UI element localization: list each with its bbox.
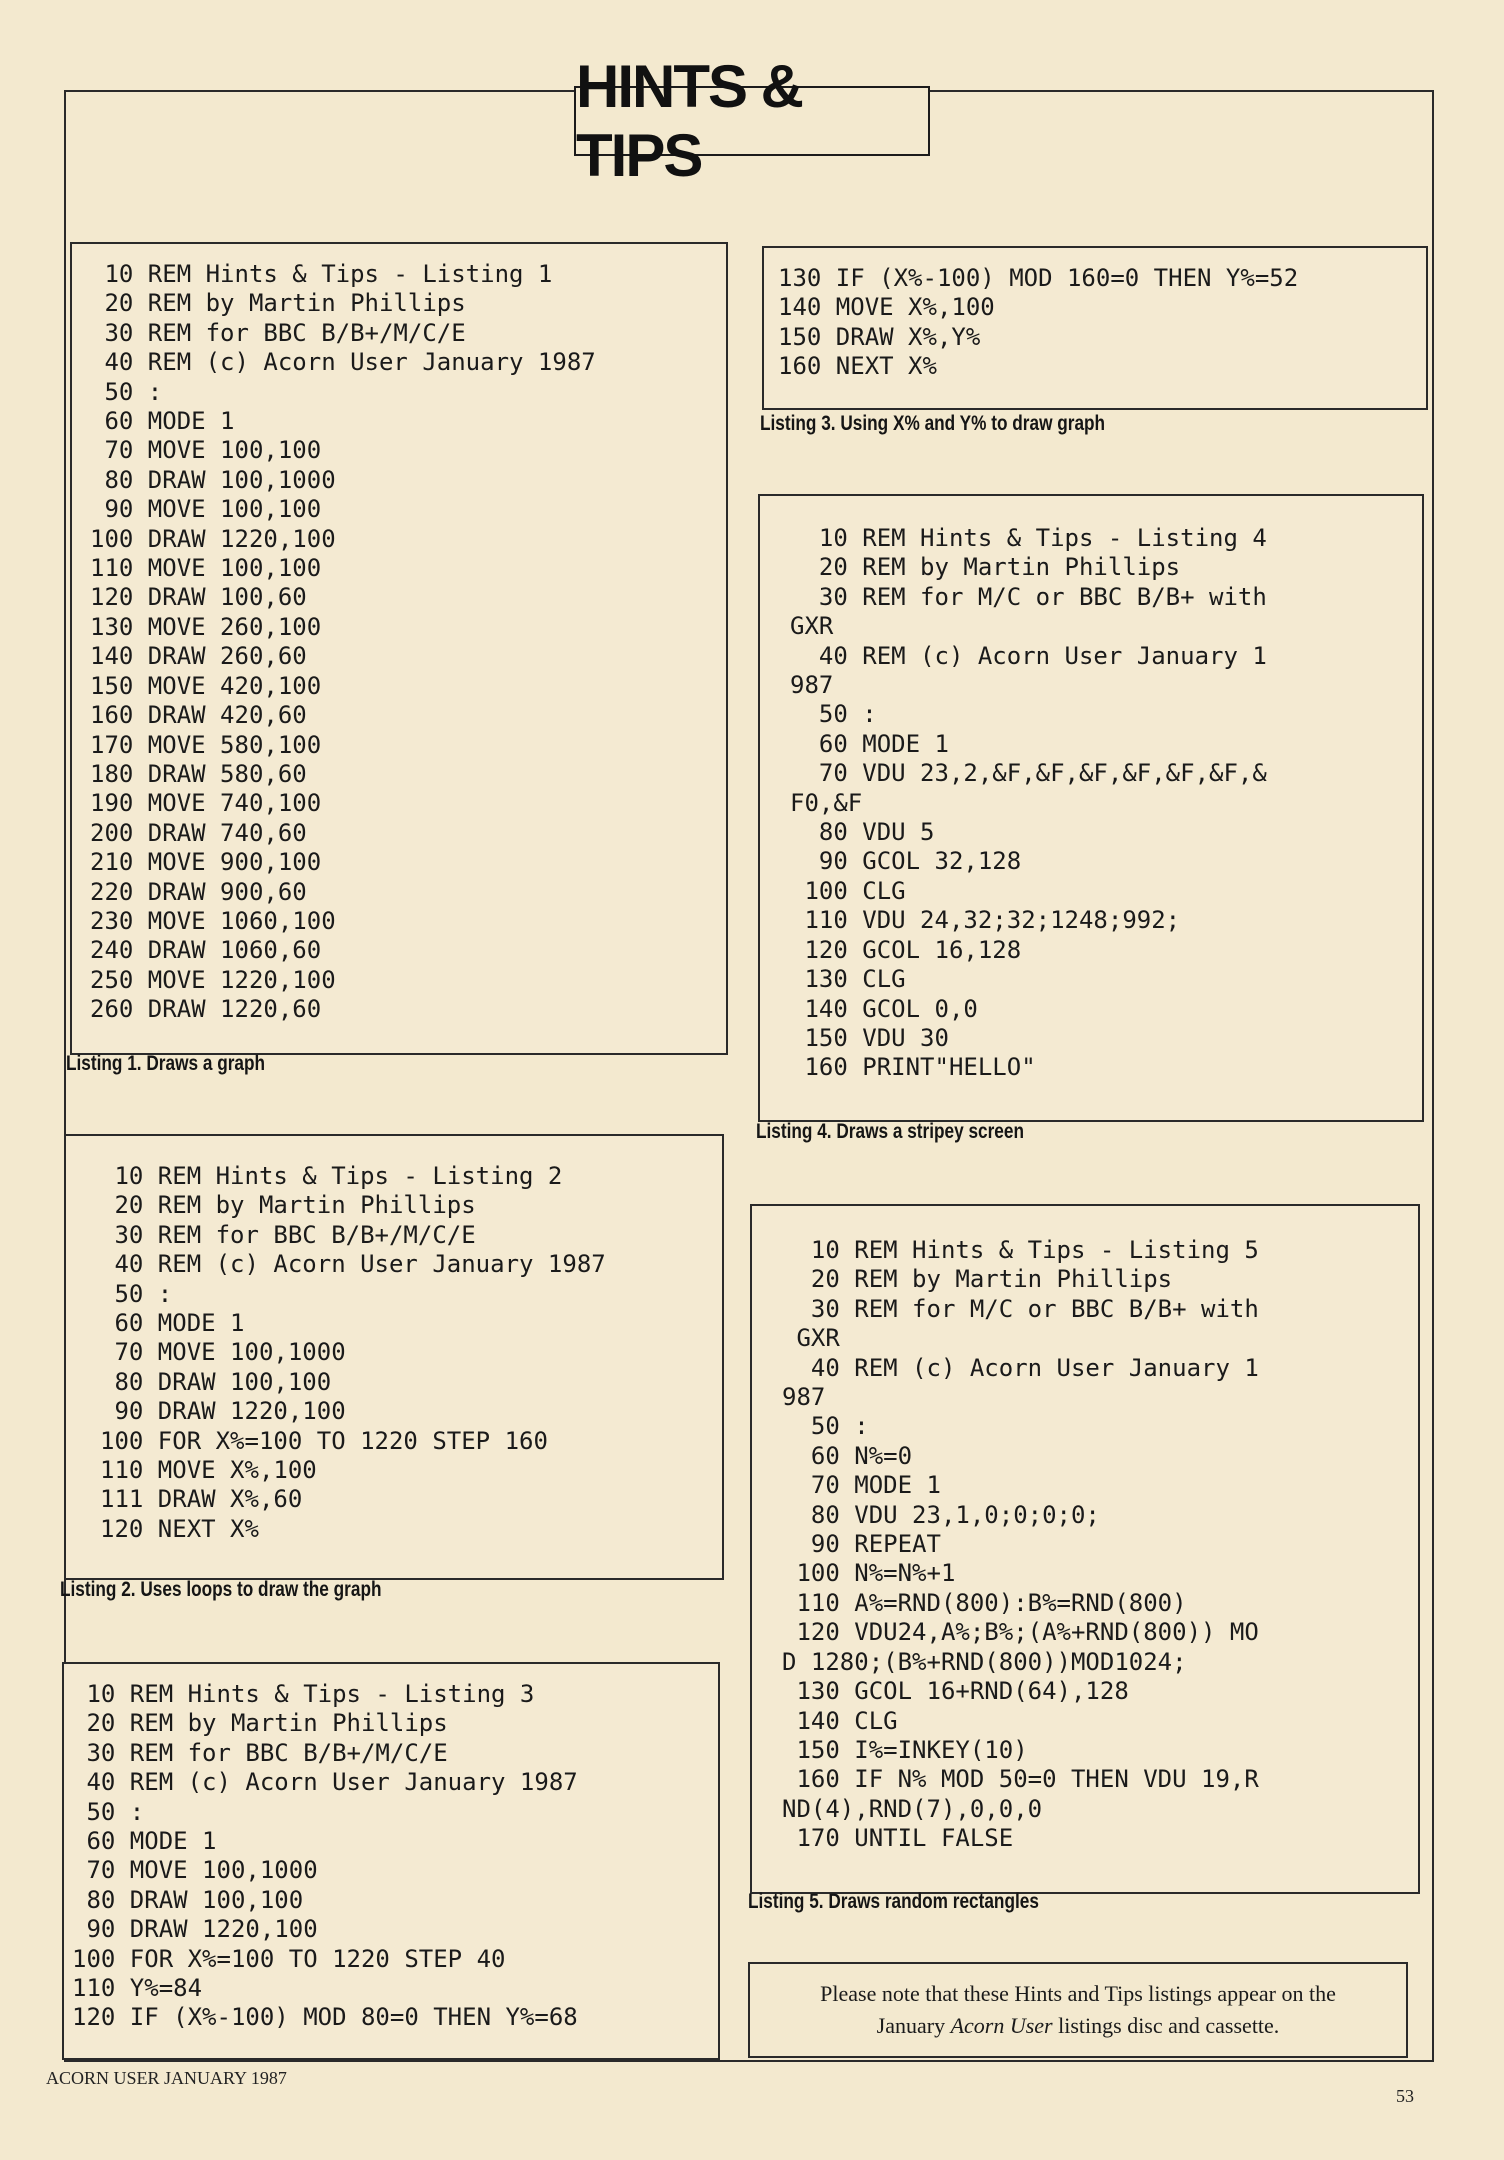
listing-5-caption: Listing 5. Draws random rectangles	[748, 1890, 1039, 1913]
listing-1-caption: Listing 1. Draws a graph	[66, 1052, 266, 1075]
footer-magazine: ACORN USER JANUARY 1987	[46, 2068, 287, 2088]
note-line-2-end: listings disc and cassette.	[1052, 2013, 1280, 2038]
note-line-2-start: January	[876, 2013, 951, 2038]
listing-3-continued-box	[762, 246, 1428, 410]
availability-note	[748, 1962, 1408, 2058]
listing-3-box	[62, 1662, 720, 2060]
note-line-1: Please note that these Hints and Tips listings appear on the	[820, 1981, 1336, 2006]
listing-3-continued-code: 130 IF (X%-100) MOD 160=0 THEN Y%=52 140 MOVE X%,100 150 DRAW X%,Y% 160 NEXT X%	[778, 264, 1299, 381]
listing-4-caption: Listing 4. Draws a stripey screen	[756, 1120, 1024, 1143]
page-title: HINTS & TIPS	[574, 86, 930, 156]
listing-2-caption: Listing 2. Uses loops to draw the graph	[60, 1578, 382, 1601]
listing-3-code: 10 REM Hints & Tips - Listing 3 20 REM by Martin Phillips 30 REM for BBC B/B+/M/C/E 40 REM (c) Acorn User January 1987 50 : 60 MODE 1 70 MOVE 100,1000 80 DRAW 100,100 90 DRAW 1220,100 100 FOR X%=100 TO 1220 STEP 40 110 Y%=84 120 IF (X%-100) MOD 80=0 THEN Y%=68	[72, 1680, 578, 2032]
listing-4-box	[758, 494, 1424, 1122]
listing-2-box	[64, 1134, 724, 1580]
listing-5-box	[750, 1204, 1420, 1894]
page-number: 53	[1396, 2086, 1414, 2106]
listing-3-caption: Listing 3. Using X% and Y% to draw graph	[760, 412, 1106, 435]
listing-1-code: 10 REM Hints & Tips - Listing 1 20 REM by Martin Phillips 30 REM for BBC B/B+/M/C/E 40 REM (c) Acorn User January 1987 50 : 60 MODE 1 70 MOVE 100,100 80 DRAW 100,1000 90 MOVE 100,100 100 DRAW 1220,100 110 MOVE 100,100 120 DRAW 100,60 130 MOVE 260,100 140 DRAW 260,60 150 MOVE 420,100 160 DRAW 420,60 170 MOVE 580,100 180 DRAW 580,60 190 MOVE 740,100 200 DRAW 740,60 210 MOVE 900,100 220 DRAW 900,60 230 MOVE 1060,100 240 DRAW 1060,60 250 MOVE 1220,100 260 DRAW 1220,60	[90, 260, 596, 1024]
listing-4-code: 10 REM Hints & Tips - Listing 4 20 REM by Martin Phillips 30 REM for M/C or BBC B/B+ with GXR 40 REM (c) Acorn User January 1 987 50 : 60 MODE 1 70 VDU 23,2,&F,&F,&F,&F,&F,&F,& F0,&F 80 VDU 5 90 GCOL 32,128 100 CLG 110 VDU 24,32;32;1248;992; 120 GCOL 16,128 130 CLG 140 GCOL 0,0 150 VDU 30 160 PRINT"HELLO"	[790, 524, 1267, 1082]
listing-5-code: 10 REM Hints & Tips - Listing 5 20 REM by Martin Phillips 30 REM for M/C or BBC B/B+ with GXR 40 REM (c) Acorn User January 1 987 50 : 60 N%=0 70 MODE 1 80 VDU 23,1,0;0;0;0; 90 REPEAT 100 N%=N%+1 110 A%=RND(800):B%=RND(800) 120 VDU24,A%;B%;(A%+RND(800)) MO D 1280;(B%+RND(800))MOD1024; 130 GCOL 16+RND(64),128 140 CLG 150 I%=INKEY(10) 160 IF N% MOD 50=0 THEN VDU 19,R ND(4),RND(7),0,0,0 170 UNTIL FALSE	[782, 1236, 1259, 1853]
listing-1-box	[70, 242, 728, 1055]
note-magazine-name: Acorn User	[950, 2013, 1053, 2038]
listing-2-code: 10 REM Hints & Tips - Listing 2 20 REM by Martin Phillips 30 REM for BBC B/B+/M/C/E 40 REM (c) Acorn User January 1987 50 : 60 MODE 1 70 MOVE 100,1000 80 DRAW 100,100 90 DRAW 1220,100 100 FOR X%=100 TO 1220 STEP 160 110 MOVE X%,100 111 DRAW X%,60 120 NEXT X%	[100, 1162, 606, 1543]
